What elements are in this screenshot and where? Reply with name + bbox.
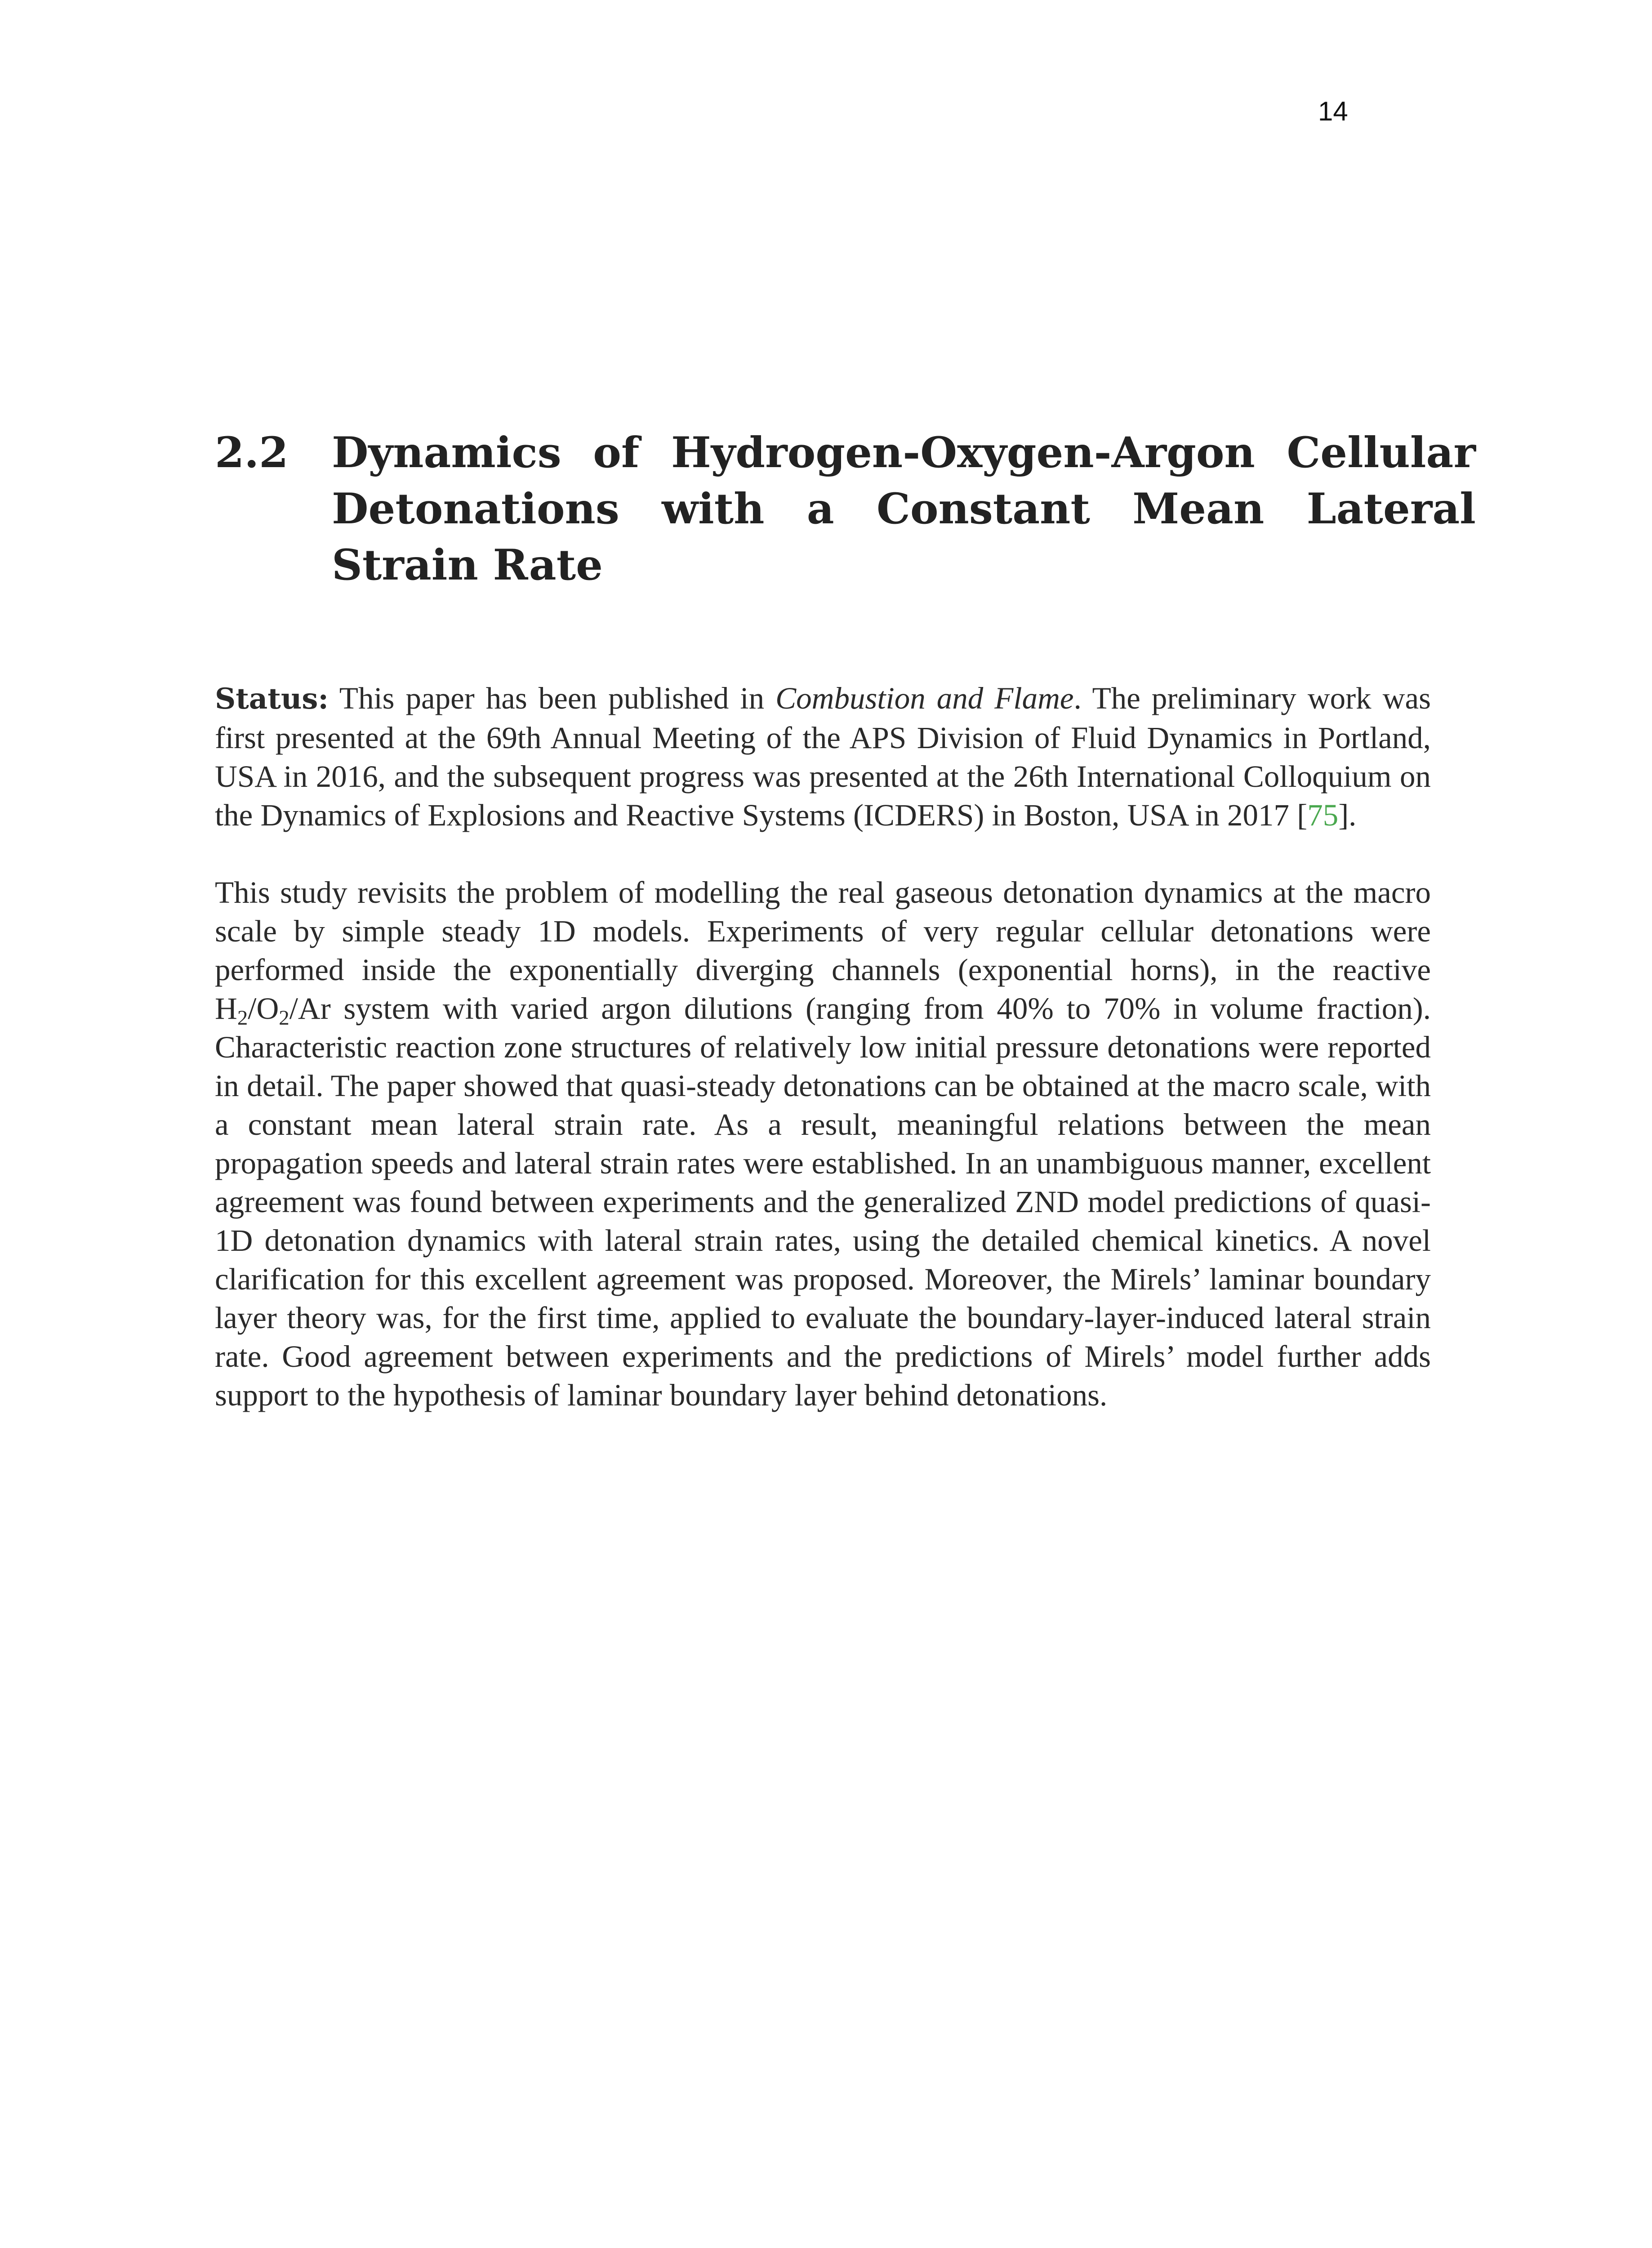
page-number: 14	[1318, 96, 1348, 126]
subscript-h2: 2	[237, 1006, 248, 1030]
journal-name: Combustion and Flame	[775, 681, 1074, 715]
subscript-o2: 2	[279, 1006, 289, 1030]
abstract-text-part2: /O	[248, 991, 279, 1026]
status-text-after-citation: ].	[1338, 798, 1357, 832]
abstract-text-part1: This study revisits the problem of modelling the real gaseous detonation dynamics at the macro scale by simple steady 1D models. Experiments of very regular cellular detonations were performed inside the exponentially diverging channels (exponential horns), in the reactive H	[215, 875, 1431, 1026]
section-number: 2.2	[215, 428, 289, 477]
status-text-after-journal: . The preliminary work was first presented at the 69th Annual Meeting of the APS Division of Fluid Dynamics in Portland, USA in 2016, and the subsequent progress was presented at the 26th International Colloquium on the Dynamics of Explosions and Reactive Systems (ICDERS) in Boston, USA in 2017 [	[215, 681, 1431, 832]
citation-link[interactable]: 75	[1307, 798, 1339, 832]
section-heading	[215, 425, 1492, 593]
body-text	[215, 679, 1431, 1414]
abstract-paragraph	[215, 873, 1431, 1414]
status-label: Status:	[215, 682, 329, 716]
status-paragraph	[215, 679, 1431, 834]
abstract-text-part3: /Ar system with varied argon dilutions (ranging from 40% to 70% in volume fraction). Characteristic reaction zone structures of relatively low initial pressure detonations were reported in detail. The paper showed that quasi-steady detonations can be obtained at the macro scale, with a constant mean lateral strain rate. As a result, meaningful relations between the mean propagation speeds and lateral strain rates were established. In an unambiguous manner, excellent agreement was found between experiments and the generalized ZND model predictions of quasi-1D detonation dynamics with lateral strain rates, using the detailed chemical kinetics. A novel clarification for this excellent agreement was proposed. Moreover, the Mirels’ laminar boundary layer theory was, for the first time, applied to evaluate the boundary-layer-induced lateral strain rate. Good agreement between experiments and the predictions of Mirels’ model further adds support to the hypothesis of laminar boundary layer behind detonations.	[215, 991, 1431, 1412]
section-title: Dynamics of Hydrogen-Oxygen-Argon Cellular Detonations with a Constant Mean Lateral Strain Rate	[332, 428, 1476, 590]
status-text-before-journal: This paper has been published in	[329, 681, 776, 715]
